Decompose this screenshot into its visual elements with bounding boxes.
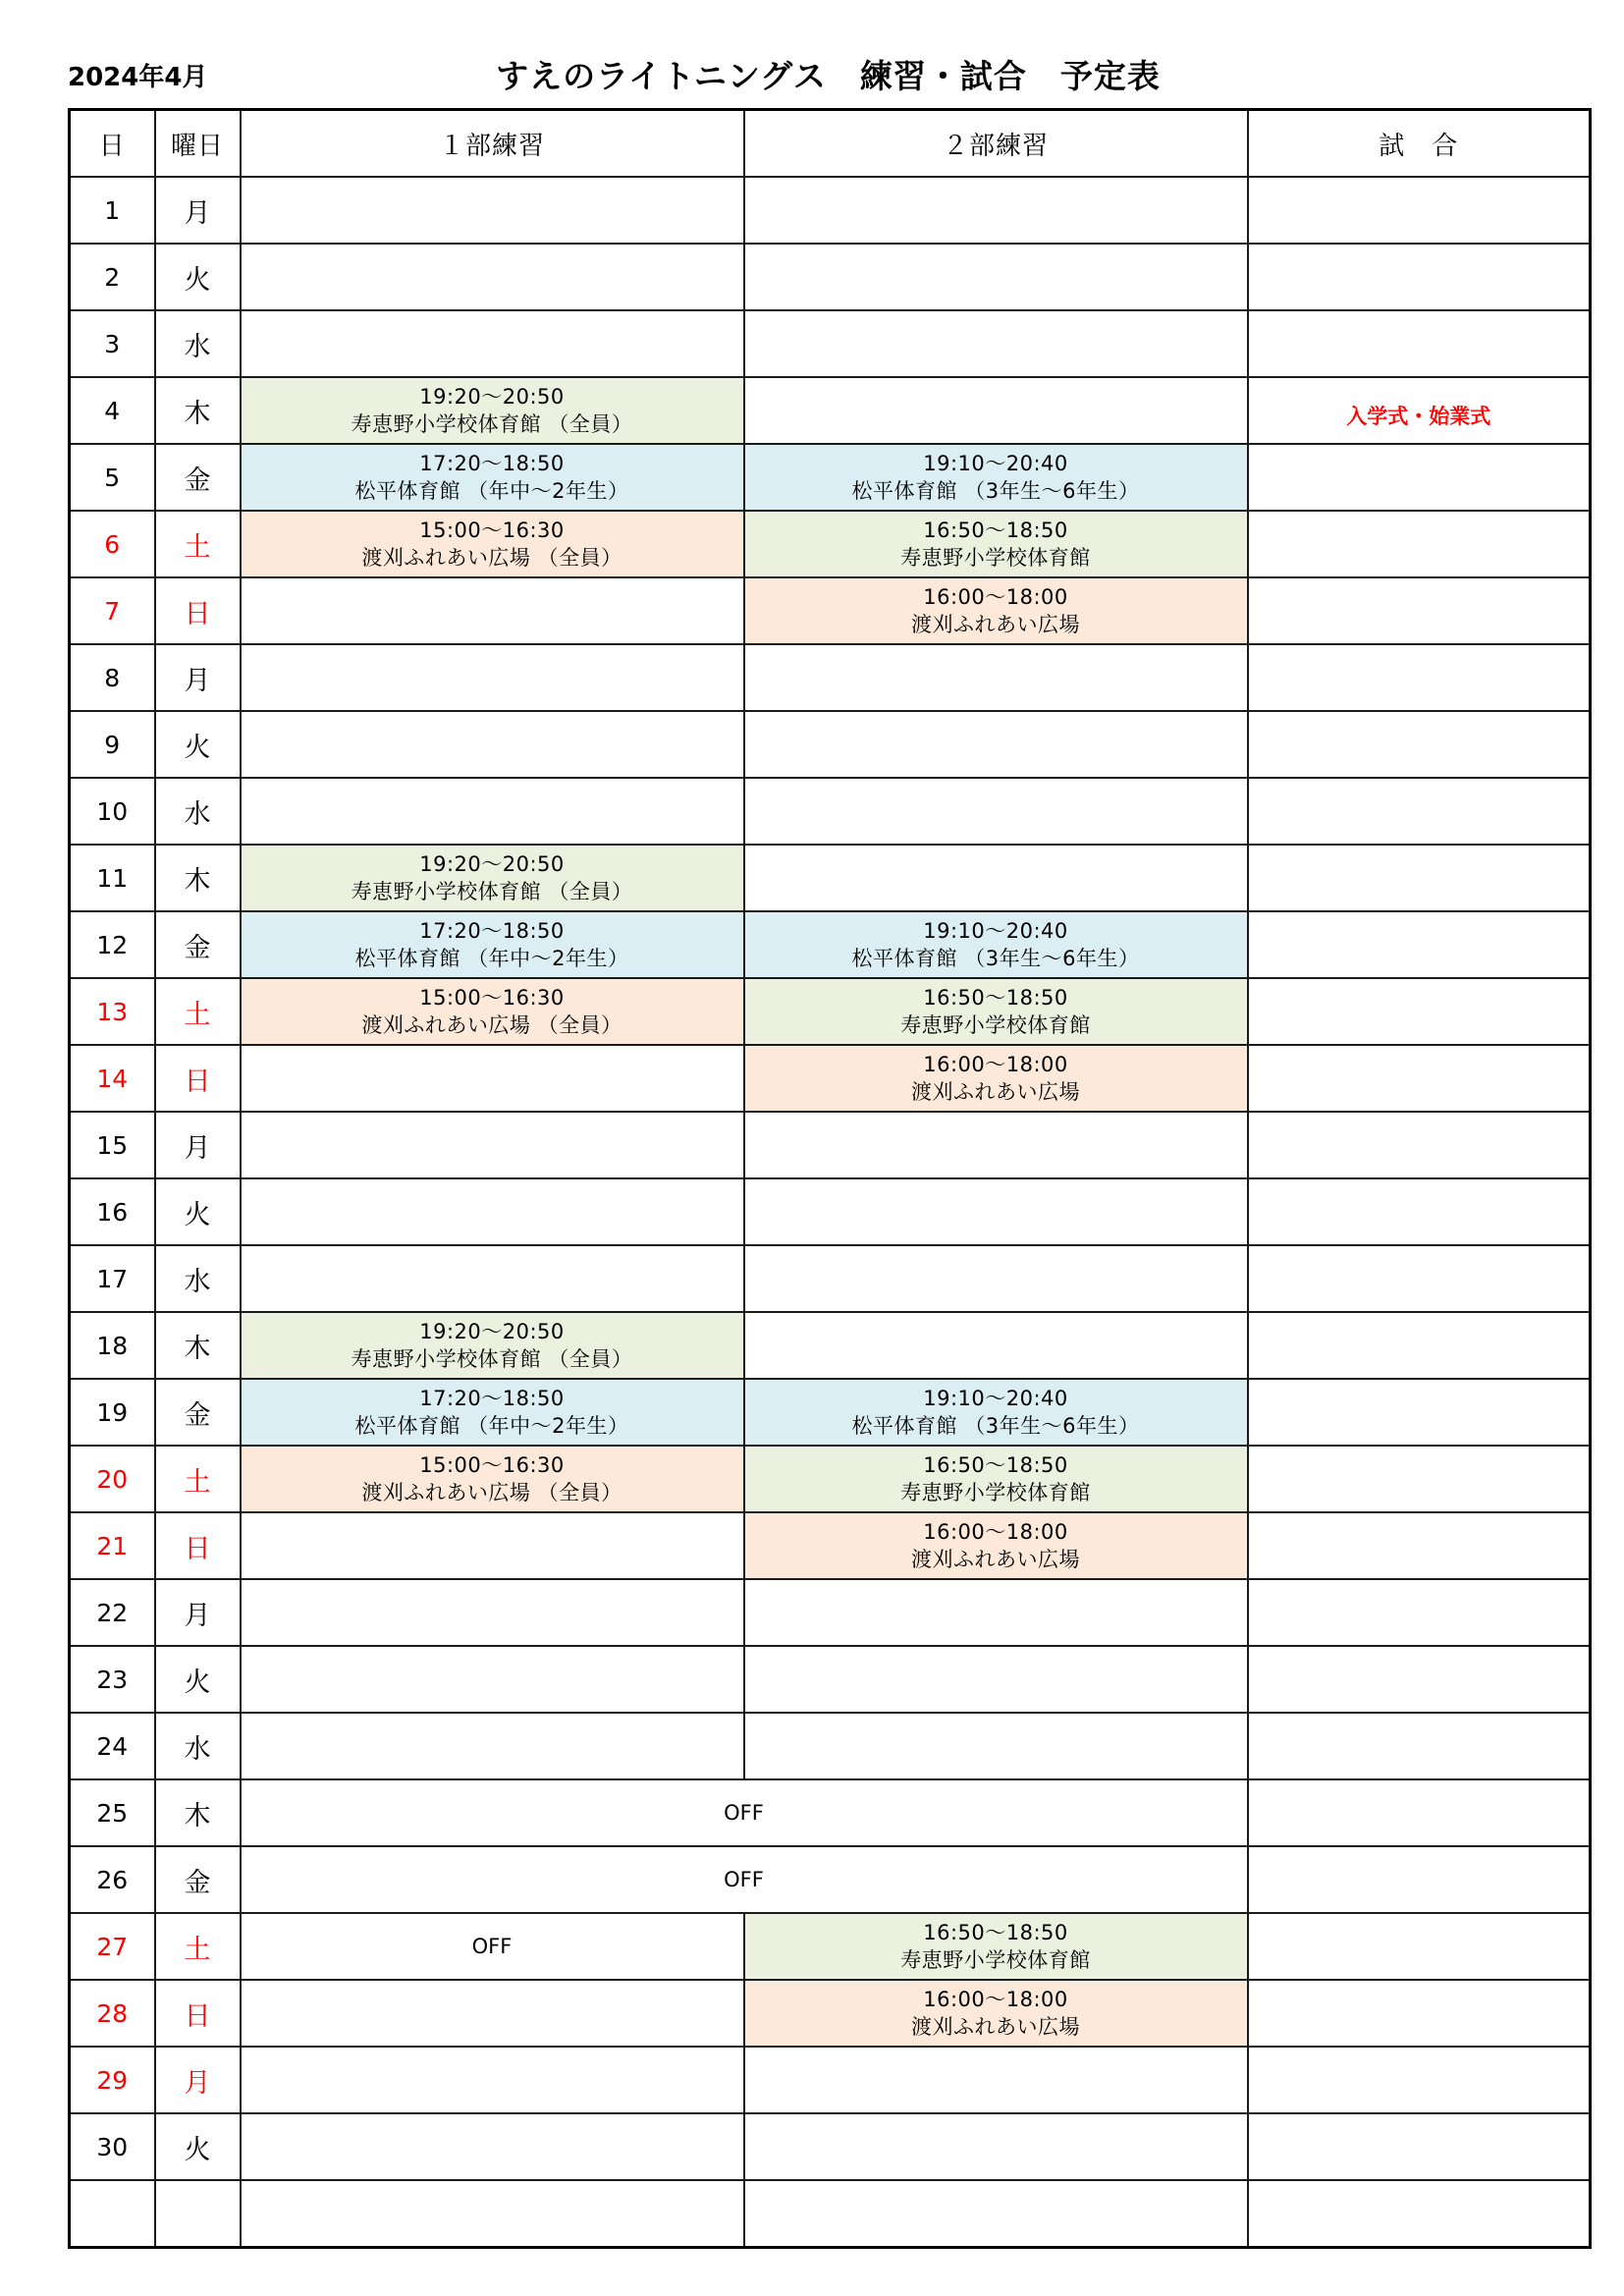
practice2-cell-place: 寿恵野小学校体育館 xyxy=(900,1013,1091,1037)
table-row xyxy=(70,177,1591,244)
header-row xyxy=(70,110,1591,178)
match-cell xyxy=(1248,1646,1591,1713)
match-cell xyxy=(1248,1245,1591,1312)
practice2-cell-time: 16:00～18:00 xyxy=(923,1988,1068,2011)
practice1-cell-time: 15:00～16:30 xyxy=(419,986,565,1010)
practice2-cell xyxy=(744,1045,1248,1112)
day-cell: 20 xyxy=(70,1446,155,1512)
day-cell: 1 xyxy=(70,177,155,244)
practice2-cell xyxy=(744,511,1248,577)
practice1-cell xyxy=(241,1913,744,1980)
practice2-cell-time: 16:50～18:50 xyxy=(923,1453,1068,1477)
match-cell xyxy=(1248,2113,1591,2180)
weekday-cell: 土 xyxy=(155,1913,241,1980)
weekday-cell: 木 xyxy=(155,377,241,444)
day-cell: 12 xyxy=(70,911,155,978)
day-cell xyxy=(70,2180,155,2248)
match-cell xyxy=(1248,911,1591,978)
practice1-cell-time: 15:00～16:30 xyxy=(419,1453,565,1477)
match-cell xyxy=(1248,711,1591,778)
table-row xyxy=(70,1779,1591,1846)
table-row xyxy=(70,1512,1591,1579)
match-cell xyxy=(1248,978,1591,1045)
practice2-cell xyxy=(744,177,1248,244)
match-cell xyxy=(1248,1045,1591,1112)
header-day: 日 xyxy=(70,110,155,178)
match-text: 入学式・始業式 xyxy=(1346,405,1491,428)
practice2-cell xyxy=(744,1112,1248,1178)
day-cell: 14 xyxy=(70,1045,155,1112)
table-row xyxy=(70,845,1591,911)
practice1-cell xyxy=(241,1045,744,1112)
practice1-cell-place: 寿恵野小学校体育館 （全員） xyxy=(351,1347,633,1371)
weekday-cell: 日 xyxy=(155,1045,241,1112)
practice2-cell xyxy=(744,1713,1248,1779)
practice2-cell xyxy=(744,244,1248,310)
practice2-cell xyxy=(744,1512,1248,1579)
match-cell xyxy=(1248,845,1591,911)
practice1-cell xyxy=(241,377,744,444)
practice1-cell xyxy=(241,511,744,577)
weekday-cell: 日 xyxy=(155,1512,241,1579)
weekday-cell: 土 xyxy=(155,511,241,577)
practice1-cell-time: 15:00～16:30 xyxy=(419,519,565,542)
match-cell xyxy=(1248,1112,1591,1178)
table-row xyxy=(70,1713,1591,1779)
weekday-cell: 火 xyxy=(155,244,241,310)
weekday-cell: 月 xyxy=(155,177,241,244)
practice1-cell xyxy=(241,1646,744,1713)
weekday-cell: 月 xyxy=(155,1112,241,1178)
weekday-cell: 月 xyxy=(155,2047,241,2113)
weekday-cell: 月 xyxy=(155,1579,241,1646)
weekday-cell: 金 xyxy=(155,1379,241,1446)
weekday-cell: 水 xyxy=(155,1713,241,1779)
practice2-cell xyxy=(744,778,1248,845)
match-cell xyxy=(1248,1579,1591,1646)
table-row xyxy=(70,1980,1591,2047)
practice2-cell-time: 16:00～18:00 xyxy=(923,1520,1068,1544)
day-cell: 18 xyxy=(70,1312,155,1379)
practice2-cell xyxy=(744,377,1248,444)
match-cell xyxy=(1248,377,1591,444)
weekday-cell: 日 xyxy=(155,577,241,644)
match-cell xyxy=(1248,778,1591,845)
practice2-cell xyxy=(744,644,1248,711)
practice1-cell-time: 17:20～18:50 xyxy=(419,452,565,475)
match-cell xyxy=(1248,1178,1591,1245)
practice1-cell-place: 松平体育館 （年中～2年生） xyxy=(354,947,629,970)
practice2-cell-place: 松平体育館 （3年生～6年生） xyxy=(851,947,1140,970)
practice2-cell xyxy=(744,911,1248,978)
practice1-cell xyxy=(241,1446,744,1512)
day-cell: 19 xyxy=(70,1379,155,1446)
day-cell: 10 xyxy=(70,778,155,845)
practice2-cell xyxy=(744,711,1248,778)
practice1-cell-place: 渡刈ふれあい広場 （全員） xyxy=(361,1481,623,1504)
practice2-cell xyxy=(744,2047,1248,2113)
practice1-cell-place: 松平体育館 （年中～2年生） xyxy=(354,1414,629,1438)
off-cell: OFF xyxy=(241,1846,1248,1913)
weekday-cell: 水 xyxy=(155,778,241,845)
table-row xyxy=(70,911,1591,978)
practice1-cell-place: 渡刈ふれあい広場 （全員） xyxy=(361,546,623,570)
practice1-cell xyxy=(241,978,744,1045)
day-cell: 30 xyxy=(70,2113,155,2180)
practice1-cell xyxy=(241,1512,744,1579)
day-cell: 17 xyxy=(70,1245,155,1312)
table-row xyxy=(70,778,1591,845)
day-cell: 28 xyxy=(70,1980,155,2047)
practice2-cell xyxy=(744,310,1248,377)
weekday-cell: 水 xyxy=(155,1245,241,1312)
practice1-cell xyxy=(241,310,744,377)
table-row xyxy=(70,1112,1591,1178)
practice2-cell-time: 16:50～18:50 xyxy=(923,1921,1068,1944)
day-cell: 7 xyxy=(70,577,155,644)
day-cell: 27 xyxy=(70,1913,155,1980)
practice1-cell-time: 19:20～20:50 xyxy=(419,852,565,876)
match-cell xyxy=(1248,177,1591,244)
header-practice2: ２部練習 xyxy=(744,110,1248,178)
weekday-cell: 金 xyxy=(155,911,241,978)
day-cell: 15 xyxy=(70,1112,155,1178)
weekday-cell: 土 xyxy=(155,1446,241,1512)
header-weekday: 曜日 xyxy=(155,110,241,178)
day-cell: 21 xyxy=(70,1512,155,1579)
practice2-cell-time: 16:00～18:00 xyxy=(923,585,1068,609)
practice1-cell xyxy=(241,244,744,310)
practice1-cell xyxy=(241,911,744,978)
practice1-cell xyxy=(241,177,744,244)
practice1-cell xyxy=(241,845,744,911)
day-cell: 13 xyxy=(70,978,155,1045)
practice2-cell-place: 寿恵野小学校体育館 xyxy=(900,546,1091,570)
practice1-cell xyxy=(241,577,744,644)
weekday-cell: 火 xyxy=(155,2113,241,2180)
practice1-cell xyxy=(241,778,744,845)
practice2-cell-time: 16:50～18:50 xyxy=(923,519,1068,542)
practice2-cell-place: 渡刈ふれあい広場 xyxy=(911,613,1080,636)
practice2-cell-place: 渡刈ふれあい広場 xyxy=(911,1080,1080,1104)
match-cell xyxy=(1248,577,1591,644)
match-cell xyxy=(1248,310,1591,377)
practice1-cell-time: 19:20～20:50 xyxy=(419,1320,565,1343)
practice2-cell xyxy=(744,1312,1248,1379)
table-row xyxy=(70,511,1591,577)
table-row xyxy=(70,2180,1591,2248)
weekday-cell: 金 xyxy=(155,444,241,511)
practice1-cell xyxy=(241,1245,744,1312)
practice2-cell-time: 19:10～20:40 xyxy=(923,452,1068,475)
month-label: 2024年4月 xyxy=(68,63,208,92)
day-cell: 29 xyxy=(70,2047,155,2113)
practice1-cell xyxy=(241,1713,744,1779)
day-cell: 6 xyxy=(70,511,155,577)
practice1-cell-time: 17:20～18:50 xyxy=(419,1387,565,1410)
table-row xyxy=(70,1646,1591,1713)
page-title: すえのライトニングス 練習・試合 予定表 xyxy=(496,57,1161,95)
match-cell xyxy=(1248,1779,1591,1846)
practice2-cell-place: 渡刈ふれあい広場 xyxy=(911,1548,1080,1571)
day-cell: 11 xyxy=(70,845,155,911)
practice1-cell xyxy=(241,2113,744,2180)
day-cell: 2 xyxy=(70,244,155,310)
schedule-body xyxy=(70,177,1591,2248)
day-cell: 24 xyxy=(70,1713,155,1779)
table-row xyxy=(70,244,1591,310)
table-row xyxy=(70,1579,1591,1646)
practice2-cell xyxy=(744,1446,1248,1512)
table-row xyxy=(70,577,1591,644)
day-cell: 23 xyxy=(70,1646,155,1713)
practice1-cell xyxy=(241,711,744,778)
table-row xyxy=(70,1913,1591,1980)
practice2-cell xyxy=(744,1178,1248,1245)
practice1-cell xyxy=(241,1178,744,1245)
practice2-cell xyxy=(744,1646,1248,1713)
practice1-cell-place: 寿恵野小学校体育館 （全員） xyxy=(351,880,633,903)
practice2-cell xyxy=(744,1379,1248,1446)
match-cell xyxy=(1248,1980,1591,2047)
table-row xyxy=(70,2113,1591,2180)
practice2-cell-time: 16:00～18:00 xyxy=(923,1053,1068,1076)
header-match: 試 合 xyxy=(1248,110,1591,178)
practice2-cell-time: 16:50～18:50 xyxy=(923,986,1068,1010)
table-row xyxy=(70,1045,1591,1112)
match-cell xyxy=(1248,2180,1591,2248)
table-row xyxy=(70,1312,1591,1379)
practice2-cell-place: 寿恵野小学校体育館 xyxy=(900,1948,1091,1972)
match-cell xyxy=(1248,444,1591,511)
practice1-cell xyxy=(241,644,744,711)
practice2-cell xyxy=(744,1980,1248,2047)
day-cell: 5 xyxy=(70,444,155,511)
day-cell: 16 xyxy=(70,1178,155,1245)
practice1-cell xyxy=(241,1379,744,1446)
table-row xyxy=(70,1446,1591,1512)
schedule-table xyxy=(68,108,1592,2249)
practice1-cell xyxy=(241,444,744,511)
table-row xyxy=(70,978,1591,1045)
table-row xyxy=(70,2047,1591,2113)
match-cell xyxy=(1248,1379,1591,1446)
practice2-cell xyxy=(744,1913,1248,1980)
practice2-cell xyxy=(744,577,1248,644)
table-row xyxy=(70,310,1591,377)
match-cell xyxy=(1248,2047,1591,2113)
day-cell: 26 xyxy=(70,1846,155,1913)
practice2-cell xyxy=(744,2113,1248,2180)
practice2-cell-time: 19:10～20:40 xyxy=(923,1387,1068,1410)
weekday-cell: 火 xyxy=(155,711,241,778)
practice1-cell-place: 渡刈ふれあい広場 （全員） xyxy=(361,1013,623,1037)
practice2-cell-place: 寿恵野小学校体育館 xyxy=(900,1481,1091,1504)
practice2-cell xyxy=(744,1579,1248,1646)
day-cell: 3 xyxy=(70,310,155,377)
table-row xyxy=(70,377,1591,444)
practice1-cell xyxy=(241,1112,744,1178)
practice2-cell xyxy=(744,1245,1248,1312)
weekday-cell: 日 xyxy=(155,1980,241,2047)
practice1-cell-place: 寿恵野小学校体育館 （全員） xyxy=(351,412,633,436)
weekday-cell: 金 xyxy=(155,1846,241,1913)
day-cell: 25 xyxy=(70,1779,155,1846)
match-cell xyxy=(1248,1446,1591,1512)
practice1-cell-time: 17:20～18:50 xyxy=(419,919,565,943)
practice2-cell xyxy=(744,845,1248,911)
weekday-cell: 火 xyxy=(155,1178,241,1245)
match-cell xyxy=(1248,511,1591,577)
match-cell xyxy=(1248,1512,1591,1579)
table-row xyxy=(70,1178,1591,1245)
practice1-cell xyxy=(241,1579,744,1646)
practice1-cell xyxy=(241,2180,744,2248)
practice2-cell-place: 松平体育館 （3年生～6年生） xyxy=(851,479,1140,503)
practice1-cell-time: 19:20～20:50 xyxy=(419,385,565,409)
practice2-cell xyxy=(744,444,1248,511)
table-row xyxy=(70,644,1591,711)
match-cell xyxy=(1248,1713,1591,1779)
practice1-cell xyxy=(241,1980,744,2047)
match-cell xyxy=(1248,244,1591,310)
table-row xyxy=(70,711,1591,778)
table-row xyxy=(70,1846,1591,1913)
off-cell: OFF xyxy=(241,1779,1248,1846)
weekday-cell xyxy=(155,2180,241,2248)
practice2-cell xyxy=(744,2180,1248,2248)
weekday-cell: 月 xyxy=(155,644,241,711)
weekday-cell: 火 xyxy=(155,1646,241,1713)
weekday-cell: 水 xyxy=(155,310,241,377)
table-row xyxy=(70,1379,1591,1446)
match-cell xyxy=(1248,1312,1591,1379)
practice2-cell-time: 19:10～20:40 xyxy=(923,919,1068,943)
match-cell xyxy=(1248,1913,1591,1980)
practice1-cell-text: OFF xyxy=(471,1935,513,1958)
match-cell xyxy=(1248,1846,1591,1913)
day-cell: 9 xyxy=(70,711,155,778)
weekday-cell: 木 xyxy=(155,1312,241,1379)
match-cell xyxy=(1248,644,1591,711)
practice1-cell xyxy=(241,1312,744,1379)
weekday-cell: 土 xyxy=(155,978,241,1045)
practice2-cell-place: 渡刈ふれあい広場 xyxy=(911,2015,1080,2039)
day-cell: 8 xyxy=(70,644,155,711)
header-practice1: １部練習 xyxy=(241,110,744,178)
day-cell: 4 xyxy=(70,377,155,444)
table-row xyxy=(70,1245,1591,1312)
weekday-cell: 木 xyxy=(155,845,241,911)
practice1-cell-place: 松平体育館 （年中～2年生） xyxy=(354,479,629,503)
practice1-cell xyxy=(241,2047,744,2113)
practice2-cell xyxy=(744,978,1248,1045)
day-cell: 22 xyxy=(70,1579,155,1646)
practice2-cell-place: 松平体育館 （3年生～6年生） xyxy=(851,1414,1140,1438)
table-row xyxy=(70,444,1591,511)
weekday-cell: 木 xyxy=(155,1779,241,1846)
